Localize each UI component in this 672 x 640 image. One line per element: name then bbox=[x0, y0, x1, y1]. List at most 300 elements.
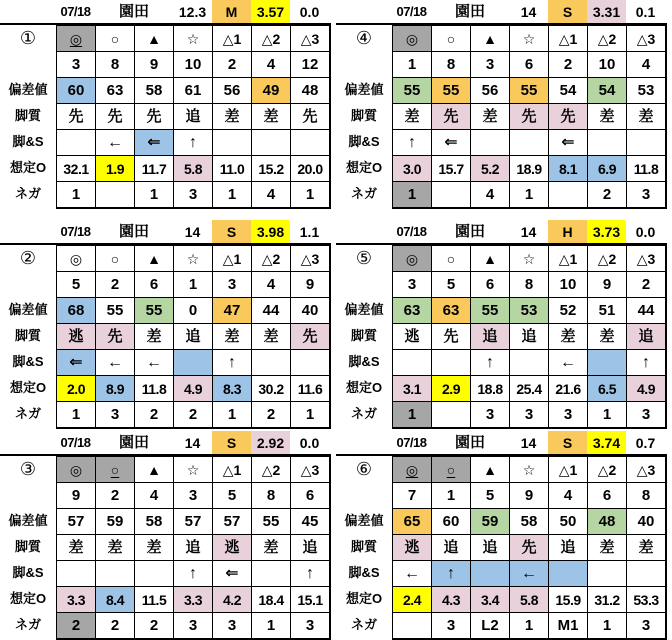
deviation-score-cell: 55 bbox=[432, 78, 471, 104]
pace-class: S bbox=[212, 220, 251, 243]
deviation-score-cell: 54 bbox=[549, 78, 588, 104]
horse-number-cell: 8 bbox=[96, 52, 135, 78]
race-number: 14 bbox=[520, 223, 537, 240]
expected-odds-cell: 5.8 bbox=[174, 156, 213, 182]
row-label-nega: ネガ bbox=[14, 617, 41, 632]
horse-number-cell: 4 bbox=[252, 272, 291, 298]
race-number: 12.3 bbox=[178, 3, 207, 20]
block-header bbox=[0, 220, 331, 245]
running-style-cell: 追 bbox=[627, 324, 666, 350]
horse-number-cell: 8 bbox=[627, 483, 666, 509]
horse-number-cell: 5 bbox=[471, 483, 510, 509]
pace-arrow-cell bbox=[252, 561, 291, 587]
running-style-cell: 追 bbox=[471, 324, 510, 350]
block-body bbox=[336, 25, 672, 209]
race-date: 07/18 bbox=[396, 435, 427, 450]
expected-odds-cell: 21.6 bbox=[549, 376, 588, 402]
mark-cell: ○ bbox=[96, 246, 135, 272]
horse-number-cell: 3 bbox=[57, 52, 96, 78]
race-date: 07/18 bbox=[396, 224, 427, 239]
pace-arrow-cell: ⇐ bbox=[432, 130, 471, 156]
pace-arrow-cell bbox=[252, 350, 291, 376]
nega-count-cell: 2 bbox=[588, 182, 627, 208]
row-label-arrows: 脚&S bbox=[348, 565, 380, 580]
header-indent bbox=[336, 0, 392, 23]
pace-arrow-cell: ↑ bbox=[393, 130, 432, 156]
header-indent bbox=[0, 0, 56, 23]
expected-odds-cell: 2.0 bbox=[57, 376, 96, 402]
block-header bbox=[0, 431, 331, 456]
row-label-style: 脚質 bbox=[14, 328, 41, 343]
row-label-arrows: 脚&S bbox=[12, 134, 44, 149]
pace-class: S bbox=[548, 0, 587, 23]
nega-count-cell bbox=[96, 182, 135, 208]
deviation-score-cell: 63 bbox=[393, 298, 432, 324]
horse-number-cell: 5 bbox=[432, 272, 471, 298]
pace-class: S bbox=[548, 431, 587, 454]
expected-odds-cell: 11.7 bbox=[135, 156, 174, 182]
deviation-score-cell: 57 bbox=[57, 509, 96, 535]
mark-cell: ▲ bbox=[471, 246, 510, 272]
block-number: ④ bbox=[355, 28, 373, 48]
horse-number-cell: 10 bbox=[549, 272, 588, 298]
deviation-score-cell: 44 bbox=[627, 298, 666, 324]
pace-arrow-cell: ↑ bbox=[174, 130, 213, 156]
expected-odds-cell: 18.9 bbox=[510, 156, 549, 182]
running-style-cell: 先 bbox=[510, 104, 549, 130]
expected-odds-cell: 11.6 bbox=[291, 376, 330, 402]
header-indent bbox=[336, 220, 392, 243]
expected-odds-cell: 20.0 bbox=[291, 156, 330, 182]
running-style-cell: 先 bbox=[549, 104, 588, 130]
race-date: 07/18 bbox=[396, 4, 427, 19]
deviation-score-cell: 59 bbox=[471, 509, 510, 535]
mark-cell: ◎ bbox=[393, 26, 432, 52]
block-number: ⑥ bbox=[355, 459, 373, 479]
row-label-column bbox=[336, 456, 392, 640]
row-label-deviation: 偏差値 bbox=[8, 82, 48, 97]
pace-arrow-cell bbox=[393, 350, 432, 376]
deviation-score-cell: 55 bbox=[252, 509, 291, 535]
pace-arrow-cell bbox=[291, 350, 330, 376]
header-value-primary: 3.31 bbox=[587, 0, 626, 23]
running-style-cell: 差 bbox=[213, 104, 252, 130]
pace-arrow-cell: ↑ bbox=[213, 350, 252, 376]
pace-arrow-cell bbox=[174, 350, 213, 376]
deviation-score-cell: 58 bbox=[510, 509, 549, 535]
pace-arrow-cell bbox=[588, 561, 627, 587]
mark-cell: ◎ bbox=[57, 457, 96, 483]
row-label-style: 脚質 bbox=[14, 539, 41, 554]
expected-odds-cell: 11.8 bbox=[627, 156, 666, 182]
pace-arrow-cell bbox=[96, 561, 135, 587]
nega-count-cell: 4 bbox=[471, 182, 510, 208]
mark-cell: △2 bbox=[252, 246, 291, 272]
horse-number-cell: 8 bbox=[432, 52, 471, 78]
pace-class: M bbox=[212, 0, 251, 23]
expected-odds-cell: 8.1 bbox=[549, 156, 588, 182]
mark-cell: △3 bbox=[627, 457, 666, 483]
pace-arrow-cell bbox=[432, 350, 471, 376]
nega-count-cell: 1 bbox=[588, 613, 627, 639]
venue-name: 園田 bbox=[454, 434, 485, 451]
pace-arrow-cell bbox=[588, 130, 627, 156]
running-style-cell: 先 bbox=[57, 104, 96, 130]
header-indent bbox=[0, 431, 56, 454]
pace-arrow-cell: ↑ bbox=[432, 561, 471, 587]
pace-arrow-cell: ← bbox=[96, 130, 135, 156]
row-label-arrows: 脚&S bbox=[348, 134, 380, 149]
nega-count-cell: 1 bbox=[393, 182, 432, 208]
data-grid bbox=[392, 245, 667, 429]
expected-odds-cell: 30.2 bbox=[252, 376, 291, 402]
deviation-score-cell: 40 bbox=[291, 298, 330, 324]
nega-count-cell: 2 bbox=[57, 613, 96, 639]
nega-count-cell: M1 bbox=[549, 613, 588, 639]
nega-count-cell: 1 bbox=[393, 402, 432, 428]
pace-arrow-cell: ← bbox=[135, 350, 174, 376]
expected-odds-cell: 53.3 bbox=[627, 587, 666, 613]
horse-number-cell: 9 bbox=[291, 272, 330, 298]
mark-cell: △2 bbox=[252, 26, 291, 52]
header-value-secondary: 0.0 bbox=[299, 3, 320, 20]
row-label-odds: 想定O bbox=[345, 591, 383, 606]
running-style-cell: 差 bbox=[627, 104, 666, 130]
expected-odds-cell: 8.3 bbox=[213, 376, 252, 402]
row-label-style: 脚質 bbox=[14, 108, 41, 123]
pace-arrow-cell bbox=[57, 130, 96, 156]
deviation-score-cell: 63 bbox=[96, 78, 135, 104]
running-style-cell: 追 bbox=[174, 324, 213, 350]
venue-name: 園田 bbox=[118, 3, 149, 20]
data-grid bbox=[392, 456, 667, 640]
nega-count-cell: 1 bbox=[213, 182, 252, 208]
pace-arrow-cell: ⇐ bbox=[213, 561, 252, 587]
expected-odds-cell: 5.2 bbox=[471, 156, 510, 182]
pace-arrow-cell bbox=[588, 350, 627, 376]
expected-odds-cell: 3.4 bbox=[471, 587, 510, 613]
running-style-cell: 逃 bbox=[213, 535, 252, 561]
running-style-cell: 追 bbox=[174, 104, 213, 130]
row-label-style: 脚質 bbox=[350, 328, 377, 343]
mark-cell: ○ bbox=[432, 457, 471, 483]
running-style-cell: 追 bbox=[471, 535, 510, 561]
deviation-score-cell: 63 bbox=[432, 298, 471, 324]
block-body bbox=[336, 456, 672, 640]
horse-number-cell: 10 bbox=[174, 52, 213, 78]
mark-cell: ◎ bbox=[57, 26, 96, 52]
row-label-column bbox=[336, 25, 392, 209]
nega-count-cell: 1 bbox=[510, 613, 549, 639]
pace-arrow-cell: ← bbox=[96, 350, 135, 376]
horse-number-cell: 6 bbox=[510, 52, 549, 78]
mark-cell: △3 bbox=[291, 457, 330, 483]
horse-number-cell: 6 bbox=[471, 272, 510, 298]
mark-cell: △3 bbox=[627, 246, 666, 272]
mark-cell: ☆ bbox=[174, 457, 213, 483]
header-value-primary: 3.73 bbox=[587, 220, 626, 243]
expected-odds-cell: 11.0 bbox=[213, 156, 252, 182]
race-date: 07/18 bbox=[60, 435, 91, 450]
block-body bbox=[336, 245, 672, 429]
horse-number-cell: 2 bbox=[549, 52, 588, 78]
running-style-cell: 差 bbox=[213, 324, 252, 350]
data-grid bbox=[56, 245, 331, 429]
running-style-cell: 先 bbox=[135, 104, 174, 130]
mark-cell: ○ bbox=[432, 26, 471, 52]
row-label-odds: 想定O bbox=[345, 380, 383, 395]
horse-number-cell: 5 bbox=[213, 483, 252, 509]
row-label-deviation: 偏差値 bbox=[344, 82, 384, 97]
row-label-odds: 想定O bbox=[9, 591, 47, 606]
mark-cell: ○ bbox=[96, 457, 135, 483]
nega-count-cell: 1 bbox=[291, 402, 330, 428]
row-label-odds: 想定O bbox=[345, 160, 383, 175]
pace-arrow-cell bbox=[627, 130, 666, 156]
pace-class: H bbox=[548, 220, 587, 243]
running-style-cell: 先 bbox=[432, 104, 471, 130]
horse-number-cell: 1 bbox=[432, 483, 471, 509]
nega-count-cell: 3 bbox=[627, 613, 666, 639]
race-number: 14 bbox=[520, 3, 537, 20]
block-body bbox=[0, 456, 336, 640]
expected-odds-cell: 6.5 bbox=[588, 376, 627, 402]
expected-odds-cell: 5.8 bbox=[510, 587, 549, 613]
running-style-cell: 追 bbox=[432, 535, 471, 561]
horse-number-cell: 9 bbox=[510, 483, 549, 509]
horse-number-cell: 3 bbox=[213, 272, 252, 298]
deviation-score-cell: 53 bbox=[510, 298, 549, 324]
horse-number-cell: 6 bbox=[291, 483, 330, 509]
pace-arrow-cell: ⇐ bbox=[135, 130, 174, 156]
running-style-cell: 追 bbox=[291, 535, 330, 561]
mark-cell: △1 bbox=[213, 26, 252, 52]
venue-name: 園田 bbox=[454, 223, 485, 240]
row-label-spacer bbox=[0, 482, 56, 508]
deviation-score-cell: 55 bbox=[393, 78, 432, 104]
expected-odds-cell: 15.1 bbox=[291, 587, 330, 613]
horse-number-cell: 9 bbox=[588, 272, 627, 298]
mark-cell: ○ bbox=[432, 246, 471, 272]
horse-number-cell: 4 bbox=[135, 483, 174, 509]
row-label-spacer bbox=[336, 271, 392, 297]
pace-arrow-cell: ↑ bbox=[471, 350, 510, 376]
block-number: ⑤ bbox=[355, 248, 373, 268]
mark-cell: △2 bbox=[588, 26, 627, 52]
race-block-1 bbox=[0, 0, 336, 211]
pace-arrow-cell: ↑ bbox=[291, 561, 330, 587]
running-style-cell: 差 bbox=[588, 324, 627, 350]
mark-cell: ▲ bbox=[135, 246, 174, 272]
mark-cell: ◎ bbox=[57, 246, 96, 272]
mark-cell: △1 bbox=[213, 457, 252, 483]
expected-odds-cell: 2.4 bbox=[393, 587, 432, 613]
deviation-score-cell: 59 bbox=[96, 509, 135, 535]
running-style-cell: 先 bbox=[291, 324, 330, 350]
header-value-primary: 3.98 bbox=[251, 220, 290, 243]
nega-count-cell: 2 bbox=[135, 402, 174, 428]
mark-cell: △1 bbox=[549, 457, 588, 483]
mark-cell: ◎ bbox=[393, 246, 432, 272]
deviation-score-cell: 50 bbox=[549, 509, 588, 535]
pace-arrow-cell bbox=[471, 130, 510, 156]
row-label-nega: ネガ bbox=[14, 406, 41, 421]
row-label-nega: ネガ bbox=[350, 617, 377, 632]
nega-count-cell: 4 bbox=[252, 182, 291, 208]
mark-cell: ☆ bbox=[174, 246, 213, 272]
nega-count-cell: L2 bbox=[471, 613, 510, 639]
data-grid bbox=[56, 456, 331, 640]
expected-odds-cell: 11.8 bbox=[135, 376, 174, 402]
deviation-score-cell: 58 bbox=[135, 509, 174, 535]
mark-cell: ▲ bbox=[135, 457, 174, 483]
pace-arrow-cell: ⇐ bbox=[57, 350, 96, 376]
deviation-score-cell: 0 bbox=[174, 298, 213, 324]
deviation-score-cell: 57 bbox=[174, 509, 213, 535]
mark-cell: ▲ bbox=[135, 26, 174, 52]
pace-arrow-cell bbox=[510, 130, 549, 156]
mark-cell: ☆ bbox=[510, 246, 549, 272]
mark-cell: △2 bbox=[588, 457, 627, 483]
header-value-secondary: 0.7 bbox=[635, 434, 656, 451]
race-block-6 bbox=[336, 422, 672, 633]
deviation-score-cell: 52 bbox=[549, 298, 588, 324]
row-label-deviation: 偏差値 bbox=[344, 302, 384, 317]
pace-arrow-cell bbox=[291, 130, 330, 156]
row-label-arrows: 脚&S bbox=[348, 354, 380, 369]
expected-odds-cell: 15.7 bbox=[432, 156, 471, 182]
race-number: 14 bbox=[520, 434, 537, 451]
nega-count-cell: 2 bbox=[174, 402, 213, 428]
nega-count-cell: 2 bbox=[252, 402, 291, 428]
nega-count-cell bbox=[393, 613, 432, 639]
expected-odds-cell: 15.2 bbox=[252, 156, 291, 182]
horse-number-cell: 1 bbox=[393, 52, 432, 78]
deviation-score-cell: 45 bbox=[291, 509, 330, 535]
nega-count-cell: 3 bbox=[549, 402, 588, 428]
horse-number-cell: 5 bbox=[57, 272, 96, 298]
pace-arrow-cell: ⇐ bbox=[549, 130, 588, 156]
nega-count-cell: 3 bbox=[627, 182, 666, 208]
nega-count-cell: 1 bbox=[291, 182, 330, 208]
header-value-secondary: 0.0 bbox=[299, 434, 320, 451]
row-label-deviation: 偏差値 bbox=[8, 513, 48, 528]
horse-number-cell: 9 bbox=[57, 483, 96, 509]
deviation-score-cell: 55 bbox=[471, 298, 510, 324]
mark-cell: △3 bbox=[291, 246, 330, 272]
nega-count-cell: 2 bbox=[135, 613, 174, 639]
horse-number-cell: 9 bbox=[135, 52, 174, 78]
row-label-arrows: 脚&S bbox=[12, 354, 44, 369]
deviation-score-cell: 55 bbox=[135, 298, 174, 324]
horse-number-cell: 3 bbox=[174, 483, 213, 509]
mark-cell: ☆ bbox=[174, 26, 213, 52]
row-label-column bbox=[0, 456, 56, 640]
expected-odds-cell: 4.2 bbox=[213, 587, 252, 613]
nega-count-cell: 1 bbox=[57, 182, 96, 208]
mark-cell: ☆ bbox=[510, 26, 549, 52]
nega-count-cell: 3 bbox=[627, 402, 666, 428]
deviation-score-cell: 60 bbox=[57, 78, 96, 104]
pace-arrow-cell: ↑ bbox=[174, 561, 213, 587]
horse-number-cell: 10 bbox=[588, 52, 627, 78]
horse-number-cell: 12 bbox=[291, 52, 330, 78]
nega-count-cell: 3 bbox=[471, 402, 510, 428]
expected-odds-cell: 1.9 bbox=[96, 156, 135, 182]
expected-odds-cell: 2.9 bbox=[432, 376, 471, 402]
nega-count-cell: 3 bbox=[510, 402, 549, 428]
mark-cell: ▲ bbox=[471, 457, 510, 483]
nega-count-cell: 1 bbox=[588, 402, 627, 428]
pace-arrow-cell bbox=[549, 561, 588, 587]
race-block-2 bbox=[0, 211, 336, 422]
running-style-cell: 先 bbox=[96, 324, 135, 350]
mark-cell: △2 bbox=[588, 246, 627, 272]
pace-arrow-cell: ← bbox=[393, 561, 432, 587]
deviation-score-cell: 47 bbox=[213, 298, 252, 324]
running-style-cell: 差 bbox=[57, 535, 96, 561]
nega-count-cell: 1 bbox=[252, 613, 291, 639]
venue-name: 園田 bbox=[118, 223, 149, 240]
mark-cell: △1 bbox=[549, 246, 588, 272]
deviation-score-cell: 55 bbox=[510, 78, 549, 104]
block-body bbox=[0, 245, 336, 429]
horse-number-cell: 8 bbox=[510, 272, 549, 298]
block-number: ③ bbox=[19, 459, 37, 479]
expected-odds-cell: 8.9 bbox=[96, 376, 135, 402]
row-label-nega: ネガ bbox=[350, 186, 377, 201]
pace-arrow-cell bbox=[510, 350, 549, 376]
row-label-column bbox=[0, 245, 56, 429]
horse-number-cell: 2 bbox=[96, 272, 135, 298]
expected-odds-cell: 31.2 bbox=[588, 587, 627, 613]
mark-cell: △3 bbox=[627, 26, 666, 52]
horse-number-cell: 4 bbox=[627, 52, 666, 78]
row-label-arrows: 脚&S bbox=[12, 565, 44, 580]
horse-number-cell: 6 bbox=[588, 483, 627, 509]
row-label-deviation: 偏差値 bbox=[344, 513, 384, 528]
nega-count-cell: 3 bbox=[174, 182, 213, 208]
running-style-cell: 差 bbox=[96, 535, 135, 561]
deviation-score-cell: 57 bbox=[213, 509, 252, 535]
row-label-odds: 想定O bbox=[9, 160, 47, 175]
row-label-spacer bbox=[0, 271, 56, 297]
horse-number-cell: 7 bbox=[393, 483, 432, 509]
nega-count-cell: 1 bbox=[57, 402, 96, 428]
expected-odds-cell: 18.4 bbox=[252, 587, 291, 613]
pace-arrow-cell: ← bbox=[549, 350, 588, 376]
deviation-score-cell: 54 bbox=[588, 78, 627, 104]
horse-number-cell: 4 bbox=[549, 483, 588, 509]
running-style-cell: 差 bbox=[252, 535, 291, 561]
running-style-cell: 追 bbox=[510, 324, 549, 350]
header-value-primary: 3.57 bbox=[251, 0, 290, 23]
expected-odds-cell: 3.1 bbox=[393, 376, 432, 402]
data-grid bbox=[56, 25, 331, 209]
nega-count-cell bbox=[549, 182, 588, 208]
mark-cell: ◎ bbox=[393, 457, 432, 483]
nega-count-cell bbox=[432, 182, 471, 208]
pace-arrow-cell bbox=[57, 561, 96, 587]
running-style-cell: 差 bbox=[588, 104, 627, 130]
header-value-secondary: 1.1 bbox=[299, 223, 320, 240]
pace-arrow-cell bbox=[135, 561, 174, 587]
expected-odds-cell: 18.8 bbox=[471, 376, 510, 402]
nega-count-cell: 3 bbox=[174, 613, 213, 639]
deviation-score-cell: 55 bbox=[96, 298, 135, 324]
running-style-cell: 差 bbox=[135, 324, 174, 350]
race-number: 14 bbox=[184, 434, 201, 451]
